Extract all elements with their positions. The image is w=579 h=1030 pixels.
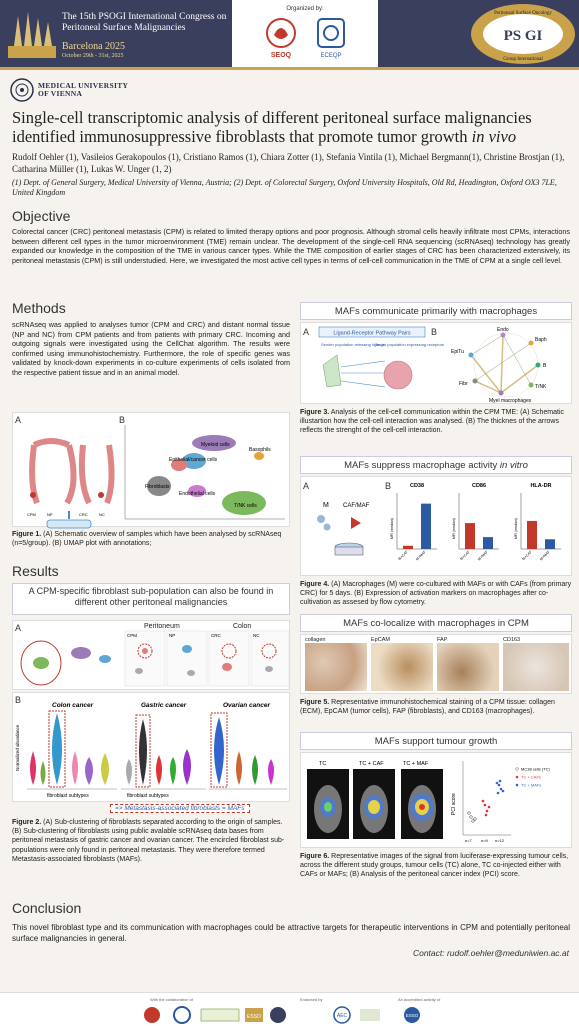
footer-logo-7 xyxy=(358,1005,382,1025)
footer-logo-3 xyxy=(200,1005,240,1025)
umap-label-tnk: T/NK cells xyxy=(234,503,257,509)
fig1-label-np: NP xyxy=(47,512,53,517)
fig1-panel-a-label: A xyxy=(15,415,22,425)
eceqp-logo xyxy=(312,17,350,61)
header-divider xyxy=(0,67,579,70)
methods-text: scRNAseq was applied to analyses tumor (CPM and CRC) and distant normal tissue (NP and NC) from CPM patients and from patients with primary CRC. Incoming and outgoing signals were investigated using the CellChat algorithm. The results were confirmed using immunohistochemistry. Furthermore, the role of specific genes was validated by knock-down experiments in co-culture experiments of cells isolated from the respective patient tissue and in an animal model. xyxy=(12,320,290,377)
muw-emblem-icon xyxy=(10,78,34,102)
figure-4 xyxy=(300,476,572,576)
university-name-line2: OF VIENNA xyxy=(38,89,83,98)
figure-1-caption xyxy=(12,530,290,548)
footer-esso2-text: ESSO xyxy=(405,1013,419,1018)
sample-schematic xyxy=(19,423,119,533)
fig1-label-nc: NC xyxy=(99,512,105,517)
ligand-receptor-schematic xyxy=(313,325,444,403)
figure-4-caption xyxy=(300,580,572,608)
fig4-xcat-label: M+CAF xyxy=(397,549,409,562)
node-tnk: T/NK xyxy=(535,384,547,390)
pci-score-plot xyxy=(451,755,571,845)
fig2-panel-np-label: NP xyxy=(169,633,176,638)
fig4-marker-label: HLA-DR xyxy=(530,483,552,489)
fig4-xcat-label: M+CAF xyxy=(521,549,533,562)
congress-title: The 15th PSOGI International Congress on Peritoneal Surface Malignancies xyxy=(62,12,227,33)
title-italic: in vivo xyxy=(471,127,517,146)
fig3-panel-b-label: B xyxy=(431,327,438,337)
conclusion-heading: Conclusion xyxy=(12,900,82,916)
psogi-main-text: PS GI xyxy=(503,28,543,44)
pci-ylabel: PCI score xyxy=(451,793,457,815)
violin-xlabel-colon: fibroblast subtypes xyxy=(47,793,89,799)
ihc-fap-panel xyxy=(437,637,499,693)
fig4-marker-label: CD38 xyxy=(409,483,425,489)
ihc-epcam-panel xyxy=(371,637,433,693)
fig3-header: MAFs communicate primarily with macrophages xyxy=(300,302,572,320)
seoq-text: SEOQ xyxy=(270,52,292,59)
footer-logo-2 xyxy=(170,1005,194,1025)
umap-label-epithelial: Epithelial/cancer cells xyxy=(169,457,218,463)
communication-network xyxy=(441,325,571,403)
lr-sender: Sender population releasing ligands xyxy=(321,342,385,347)
fig3-caption-label: Figure 3. xyxy=(300,409,330,416)
barcelona-skyline-logo xyxy=(8,8,56,58)
node-b: B xyxy=(543,363,547,369)
fig2-panel-a-label: A xyxy=(15,623,22,633)
fig4-ylabel: MFI (median) xyxy=(452,518,456,539)
figure-2-caption xyxy=(12,818,290,864)
fig4-bar xyxy=(421,504,431,549)
fig2-caption-label: Figure 2. xyxy=(12,819,42,826)
fig5-caption-text: Representative immunohistochemical staining of a CPM tissue: collagen (ECM), EpCAM (tumor cells), FAP (fibroblasts), and CD163 (macrophages). xyxy=(300,699,555,716)
methods-heading: Methods xyxy=(12,300,66,316)
contact-email[interactable]: Contact: rudolf.oehler@meduniwien.ac.at xyxy=(412,948,569,958)
pci-legend-maf: TC + MAFs xyxy=(521,782,542,788)
figure-1 xyxy=(12,412,290,527)
violin-plots xyxy=(15,699,290,799)
footer-logo-aec xyxy=(330,1005,354,1025)
eceqp-text: ECEQP xyxy=(320,53,342,59)
psogi-top-text: Peritoneal Surface Oncology xyxy=(494,11,552,16)
university-name-line1: MEDICAL UNIVERSITY xyxy=(38,81,129,90)
seoq-logo xyxy=(262,17,300,61)
umap-plot xyxy=(119,421,289,526)
fig4-xcat-label: M+MAF xyxy=(415,549,427,562)
congress-city: Barcelona 2025 xyxy=(62,41,126,52)
n-label-caf: n=9 xyxy=(481,838,488,843)
fig5-header: MAFs co-localize with macrophages in CPM xyxy=(300,614,572,632)
title-main: Single-cell transcriptomic analysis of different peritoneal surface malignancies identified immunosuppressive fibroblasts that promote tumor growth xyxy=(12,108,532,146)
psogi-bottom-text: Group International xyxy=(503,57,543,62)
fig4-xcat-label: M+CAF xyxy=(459,549,471,562)
node-epitu: EpiTu xyxy=(451,349,464,355)
group-tc-maf-label: TC + MAF xyxy=(403,761,429,767)
fig4-bar xyxy=(403,546,413,549)
node-myel: Myel macrophages xyxy=(489,398,532,404)
lr-title: Ligand-Receptor Pathway Pairs xyxy=(333,330,411,337)
fig2-panel-b-label: B xyxy=(15,695,22,705)
fig4-ylabel: MFI (median) xyxy=(390,518,394,539)
fig2-panel-nc-label: NC xyxy=(253,633,260,638)
congress-dates: October 29th - 31st, 2025 xyxy=(62,53,124,59)
footer-logo-1 xyxy=(140,1005,164,1025)
fig2-caption-text: (A) Sub-clustering of fibroblasts separated according to the origin of samples. (B) Sub-clustering of fibroblasts using public avalable scRNAseq data bases from peritoneal metastasis of gastric cancer and ovarian cancer. The encircled fibroblast sub-populations were only found in peritoneal metastasis. They were therefore termed Metastasis-associated fibroblasts (MAFs). xyxy=(12,819,285,863)
university-logo xyxy=(10,78,128,102)
fig4-panel-a-label: A xyxy=(303,481,310,491)
fig3-caption-text: Analysis of the cell-cell communication within the CPM TME: (A) Schematic illustartion how the cell-cell interaction was analysed. (B) The thicknes of the arrows reflects the strenght of the cell-cell interaction. xyxy=(300,409,565,435)
fig4-xcat-label: M+MAF xyxy=(477,549,489,562)
ihc-epcam-label: EpCAM xyxy=(371,637,390,643)
ihc-fap-label: FAP xyxy=(437,637,448,643)
fig1-label-crc: CRC xyxy=(79,512,88,517)
fig2-peritoneum-label: Peritoneum xyxy=(144,623,180,630)
maf-note: => Metastasis-associated fibroblasts = MAFs xyxy=(110,804,250,813)
figure-6-caption xyxy=(300,852,572,880)
fig2-panel-cpm-label: CPM xyxy=(127,633,137,638)
pci-legend-tc: MC38 cells (TC) xyxy=(521,766,550,772)
pci-legend-caf: TC + CAFs xyxy=(521,774,541,780)
fig1-panel-b-label: B xyxy=(119,415,126,425)
coculture-caf-label: CAF/MAF xyxy=(343,503,370,509)
fig4-caption-label: Figure 4. xyxy=(300,581,330,588)
ihc-collagen-label: collagen xyxy=(305,637,326,643)
node-baph: Baph xyxy=(535,337,547,343)
fig4-header-italic: in vitro xyxy=(499,460,528,471)
figure-5-caption xyxy=(300,698,572,716)
ihc-cd163-label: CD163 xyxy=(503,637,521,643)
authors: Rudolf Oehler (1), Vasileios Gerakopoulos (1), Cristiano Ramos (1), Chiara Zotter (1), Stefania Vintila (1), Michael Bergmann(1), Christine Brostjan (1), Catharina Müller (1), Lukas W. Unger (1, 2) xyxy=(12,152,565,174)
fig4-header xyxy=(300,456,572,474)
footer-bar xyxy=(0,992,579,1030)
fig1-label-cpm: CPM xyxy=(27,512,36,517)
organizers-panel xyxy=(232,0,378,67)
umap-label-myeloid: Myeloid cells xyxy=(201,442,230,448)
fig5-caption-label: Figure 5. xyxy=(300,699,330,706)
footer-aec-text: AEC xyxy=(336,1013,348,1019)
coculture-schematic xyxy=(305,483,385,573)
objective-heading: Objective xyxy=(12,208,71,224)
fig3-panel-a-label: A xyxy=(303,327,310,337)
umap-label-endothelial: Endothelial cells xyxy=(179,491,216,497)
figure-2b xyxy=(12,692,290,802)
fig2-colon-label: Colon xyxy=(233,623,252,630)
fig6-caption-text: Representative images of the signal from luciferase-expressing tumour cells, across the different study groups, tumour cells (TC) alone, TC co-injected either with CAFs or MAFs; (B) Analysis of the peritoneal cancer index (PCI) score. xyxy=(300,853,569,879)
poster-title xyxy=(12,108,572,146)
psogi-logo xyxy=(470,3,576,65)
violin-title-gastric: Gastric cancer xyxy=(141,702,187,709)
results-heading: Results xyxy=(12,563,59,579)
fig4-bar xyxy=(545,539,555,549)
footer-endorsed-label: Endorsed by xyxy=(300,997,323,1002)
footer-collab-label: With the collaboration of xyxy=(150,997,193,1002)
figure-3 xyxy=(300,322,572,404)
lr-target: Target population expressing receptors xyxy=(375,342,444,347)
figure-6 xyxy=(300,752,572,848)
fig4-bar xyxy=(465,523,475,549)
fig1-caption-label: Figure 1. xyxy=(12,531,42,538)
footer-esso-text: ESSO xyxy=(247,1014,261,1020)
fig4-caption-text: (A) Macrophages (M) were co-cultured with MAFs or with CAFs (from primary CRC) for 5 days. (B) Expression of activation markers on macrophages after co-cultivation as assesed by flow cytometry. xyxy=(300,581,572,607)
footer-logo-esso xyxy=(244,1005,264,1025)
objective-text: Colorectal cancer (CRC) peritoneal metastasis (CPM) is related to limited therapy options and poor prognosis. Although stromal cells heavily infiltrate most CPMs, interactions between different cell types in the tumor microenvironment (TME) remain unclear. The development of the single-cell RNA sequencing (scRNAseq) technology has greatly expanded our knowledge in the composition of the TME in various cancer types. While the TME composition of earlier stages of CRC has been characterized extensively, its peritoneal metastasis (CPM) is still understudied. Here, we investigated the most active cell types in terms of cell-cell communication in the TME of CPM at a single cell level. xyxy=(12,227,570,265)
node-fibr: Fibr xyxy=(459,381,468,387)
umap-label-fibroblasts: Fibroblasts xyxy=(145,484,170,490)
n-label-tc: n=7 xyxy=(465,838,472,843)
violin-ylabel: Normalized abundance xyxy=(15,724,20,771)
footer-logo-esso-2 xyxy=(400,1005,424,1025)
fig4-bar xyxy=(483,537,493,549)
fig4-panel-b-label: B xyxy=(385,481,392,491)
affiliations: (1) Dept. of General Surgery, Medical University of Vienna, Austria; (2) Dept. of Colorectal Surgery, Oxford University Hospitals, Old Rd, Headington, Oxford OX3 7LE, United Kingdom xyxy=(12,178,557,197)
congress-header xyxy=(0,0,579,67)
violin-title-colon: Colon cancer xyxy=(52,702,94,709)
conclusion-text: This novel fibroblast type and its communication with macrophages could be attractive targets for therapeutic interventions in CPM and potentially peritoneal surface malignancies in general. xyxy=(12,923,570,943)
fig4-header-main: MAFs suppress macrophage activity xyxy=(344,460,500,471)
coculture-m-label: M xyxy=(323,502,329,509)
group-tc-caf-label: TC + CAF xyxy=(359,761,384,767)
ihc-cd163-panel xyxy=(503,637,569,693)
fig4-marker-label: CD86 xyxy=(471,483,487,489)
figure-3-caption xyxy=(300,408,572,436)
footer-accredited-label: An accredited activity of xyxy=(398,997,441,1002)
ihc-collagen-panel xyxy=(305,637,367,693)
results-subheading: A CPM-specific fibroblast sub-population can also be found in different other peritoneal malignancies xyxy=(12,583,290,615)
n-label-maf: n=12 xyxy=(495,838,505,843)
fig2a-umaps xyxy=(15,631,290,691)
fig1-caption-text: (A) Schematic overview of samples which have been analysed by scRNAseq (n=5/group). (B) UMAP plot with annotations; xyxy=(12,531,282,548)
figure-2a xyxy=(12,620,290,690)
fig4-ylabel: MFI (median) xyxy=(514,518,518,539)
node-endo: Endo xyxy=(497,327,509,333)
fig4-xcat-label: M+MAF xyxy=(539,549,551,562)
violin-xlabel-gastric: fibroblast subtypes xyxy=(127,793,169,799)
fig4-bar xyxy=(527,521,537,549)
fig2-panel-crc-label: CRC xyxy=(211,633,221,638)
violin-title-ovarian: Ovarian cancer xyxy=(223,702,270,709)
fig6-caption-label: Figure 6. xyxy=(300,853,330,860)
figure-5 xyxy=(300,634,572,694)
umap-label-basophils: Basophils xyxy=(249,447,271,453)
organized-by-label: Organized by: xyxy=(286,6,324,12)
group-tc-label: TC xyxy=(319,761,327,767)
fig4-bar-charts xyxy=(385,479,571,574)
luciferase-images xyxy=(305,755,450,845)
fig6-header: MAFs support tumour growth xyxy=(300,732,572,750)
footer-logo-5 xyxy=(268,1005,288,1025)
